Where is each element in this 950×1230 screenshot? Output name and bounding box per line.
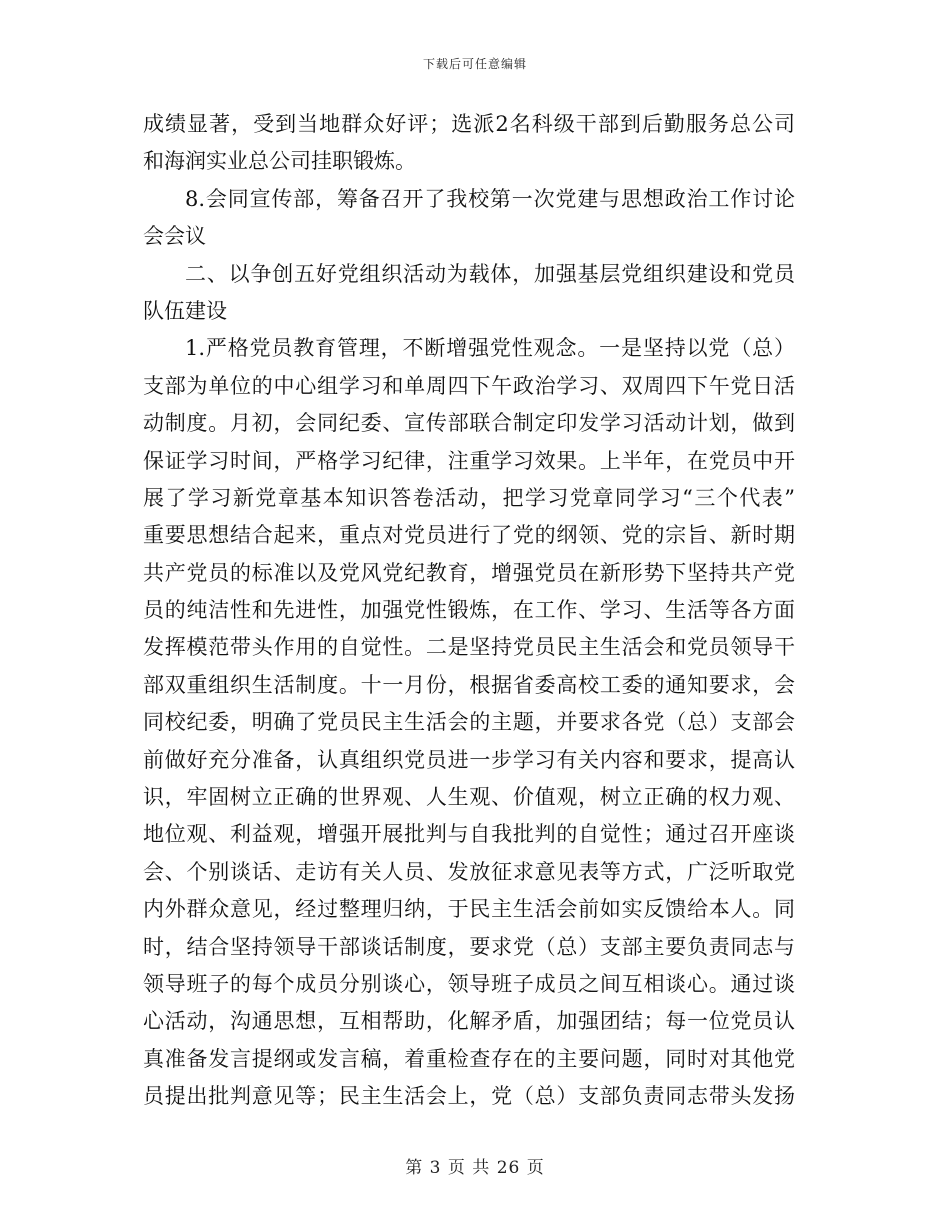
document-body bbox=[143, 106, 795, 1116]
text-line: 会会议 bbox=[143, 224, 206, 249]
text-line: 队伍建设 bbox=[143, 298, 227, 323]
text-line: 地位观、利益观，增强开展批判与自我批判的自觉性；通过召开座谈 bbox=[143, 822, 795, 847]
text-line: 支部为单位的中心组学习和单周四下午政治学习、双周四下午党日活 bbox=[143, 373, 795, 398]
text-line: 8.会同宣传部，筹备召开了我校第一次党建与思想政治工作讨论 bbox=[185, 186, 795, 211]
text-line: 展了学习新党章基本知识答卷活动，把学习党章同学习“三个代表” bbox=[143, 485, 795, 510]
text-line: 员的纯洁性和先进性，加强党性锻炼，在工作、学习、生活等各方面 bbox=[143, 598, 795, 623]
text-line: 时，结合坚持领导干部谈话制度，要求党（总）支部主要负责同志与 bbox=[143, 934, 795, 959]
text-line: 员提出批判意见等；民主生活会上，党（总）支部负责同志带头发扬 bbox=[143, 1084, 795, 1109]
text-line: 和海润实业总公司挂职锻炼。 bbox=[143, 149, 416, 174]
page-header: 下载后可任意编辑 bbox=[422, 57, 527, 71]
text-line: 内外群众意见，经过整理归纳，于民主生活会前如实反馈给本人。同 bbox=[143, 897, 795, 922]
text-line: 成绩显著，受到当地群众好评；选派2名科级干部到后勤服务总公司 bbox=[143, 112, 795, 136]
text-line: 前做好充分准备，认真组织党员进一步学习有关内容和要求，提高认 bbox=[143, 747, 795, 772]
text-line: 识，牢固树立正确的世界观、人生观、价值观，树立正确的权力观、 bbox=[143, 785, 795, 810]
page-number-footer: 第 3 页 共 26 页 bbox=[405, 1158, 545, 1178]
text-line: 部双重组织生活制度。十一月份，根据省委高校工委的通知要求，会 bbox=[143, 672, 795, 697]
text-line: 1.严格党员教育管理，不断增强党性观念。一是坚持以党（总） bbox=[185, 336, 795, 361]
text-line: 心活动，沟通思想，互相帮助，化解矛盾，加强团结；每一位党员认 bbox=[143, 1009, 795, 1034]
text-line: 同校纪委，明确了党员民主生活会的主题，并要求各党（总）支部会 bbox=[143, 710, 795, 735]
text-line: 发挥模范带头作用的自觉性。二是坚持党员民主生活会和党员领导干 bbox=[143, 635, 795, 660]
text-line: 动制度。月初，会同纪委、宣传部联合制定印发学习活动计划，做到 bbox=[143, 411, 795, 436]
text-line: 真准备发言提纲或发言稿，着重检查存在的主要问题，同时对其他党 bbox=[143, 1046, 795, 1071]
text-line: 保证学习时间，严格学习纪律，注重学习效果。上半年，在党员中开 bbox=[143, 448, 795, 473]
text-line: 重要思想结合起来，重点对党员进行了党的纲领、党的宗旨、新时期 bbox=[143, 523, 795, 548]
text-line: 领导班子的每个成员分别谈心，领导班子成员之间互相谈心。通过谈 bbox=[143, 971, 795, 996]
text-line: 会、个别谈话、走访有关人员、发放征求意见表等方式，广泛听取党 bbox=[143, 859, 795, 884]
text-line: 共产党员的标准以及党风党纪教育，增强党员在新形势下坚持共产党 bbox=[143, 560, 795, 585]
text-line: 二、以争创五好党组织活动为载体，加强基层党组织建设和党员 bbox=[185, 261, 795, 286]
